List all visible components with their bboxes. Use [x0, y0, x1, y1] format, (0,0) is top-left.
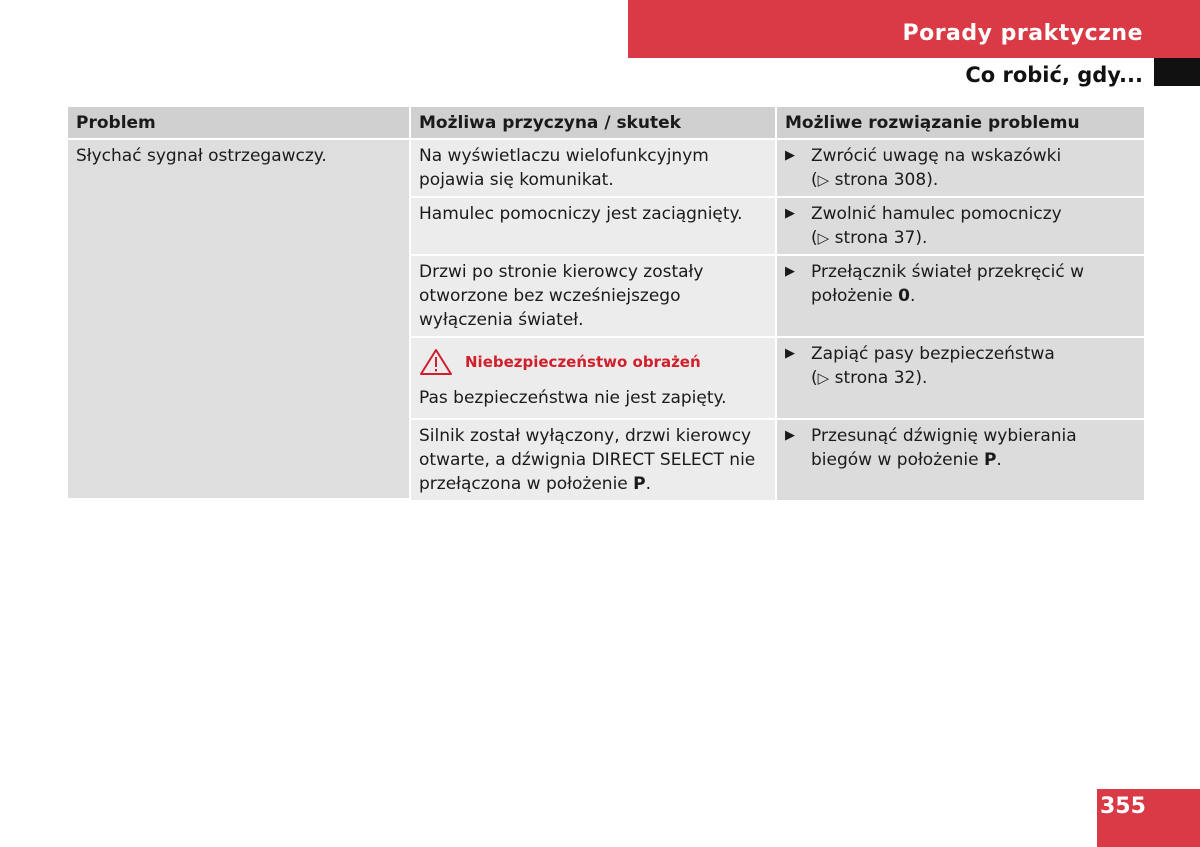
cause-cell: [411, 198, 777, 256]
problem-cell: [68, 140, 411, 500]
cause-text: Hamulec pomocniczy jest zaciągnięty.: [419, 204, 743, 224]
bullet-arrow-icon: ▶: [785, 206, 795, 221]
page-reference-link[interactable]: strona 308: [834, 170, 927, 190]
column-header-problem: Problem: [68, 107, 411, 140]
warning-text: Niebezpieczeństwo obrażeń: [465, 353, 701, 371]
bullet-arrow-icon: ▶: [785, 148, 795, 163]
troubleshooting-table: [68, 107, 1144, 500]
bullet-arrow-icon: ▶: [785, 264, 795, 279]
column-header-solution: Możliwe rozwiązanie problemu: [777, 107, 1144, 140]
page-reference-link[interactable]: strona 37: [834, 228, 916, 248]
cause-text: Silnik został wyłączony, drzwi kierowcy otwarte, a dźwignia DIRECT SELECT nie przełączona w położenie: [419, 426, 756, 494]
column-header-cause: Możliwa przyczyna / skutek: [411, 107, 777, 140]
subsection-title: Co robić, gdy...: [965, 63, 1143, 87]
solution-cell: ▶ Zwrócić uwagę na wskazówki (▷ strona 308).: [777, 140, 1144, 198]
solution-text: Zapiąć pasy bezpieczeństwa: [811, 344, 1055, 364]
table-row: [68, 140, 1144, 198]
solution-text: Przełącznik świateł przekręcić w położenie: [811, 262, 1085, 306]
solution-cell: ▶ Przełącznik świateł przekręcić w położenie 0.: [777, 256, 1144, 338]
solution-text: Zwolnić hamulec pomocniczy: [811, 204, 1062, 224]
position-value: P: [633, 474, 646, 494]
solution-text: Przesunąć dźwignię wybierania biegów w położenie: [811, 426, 1077, 470]
bullet-arrow-icon: ▶: [785, 346, 795, 361]
solution-cell: ▶ Zapiąć pasy bezpieczeństwa (▷ strona 32).: [777, 338, 1144, 420]
cause-cell: [411, 256, 777, 338]
cause-text: Drzwi po stronie kierowcy zostały otworzone bez wcześniejszego wyłączenia świateł.: [419, 262, 704, 330]
cause-cell: Silnik został wyłączony, drzwi kierowcy otwarte, a dźwignia DIRECT SELECT nie przełączona w położenie P.: [411, 420, 777, 500]
page-reference-icon: ▷: [817, 369, 830, 387]
warning-triangle-icon: [419, 348, 453, 376]
subsection-marker: [1154, 58, 1200, 86]
solution-text: Zwrócić uwagę na wskazówki: [811, 146, 1062, 166]
page-reference-link[interactable]: strona 32: [834, 368, 916, 388]
cause-cell: [411, 338, 777, 420]
cause-text: Pas bezpieczeństwa nie jest zapięty.: [419, 388, 727, 408]
position-value: 0: [898, 286, 911, 306]
cause-text: Na wyświetlaczu wielofunkcyjnym pojawia się komunikat.: [419, 146, 709, 190]
warning-notice: [419, 348, 766, 376]
cause-cell: [411, 140, 777, 198]
position-value: P: [983, 450, 997, 470]
bullet-arrow-icon: ▶: [785, 428, 795, 443]
table-header-row: [68, 107, 1144, 140]
problem-text: Słychać sygnał ostrzegawczy.: [76, 146, 327, 166]
solution-cell: ▶ Przesunąć dźwignię wybierania biegów w położenie P.: [777, 420, 1144, 500]
solution-cell: ▶ Zwolnić hamulec pomocniczy (▷ strona 37).: [777, 198, 1144, 256]
section-title: Porady praktyczne: [902, 21, 1143, 46]
page-number: 355: [1100, 794, 1146, 819]
page-reference-icon: ▷: [817, 229, 830, 247]
page-reference-icon: ▷: [817, 171, 830, 189]
